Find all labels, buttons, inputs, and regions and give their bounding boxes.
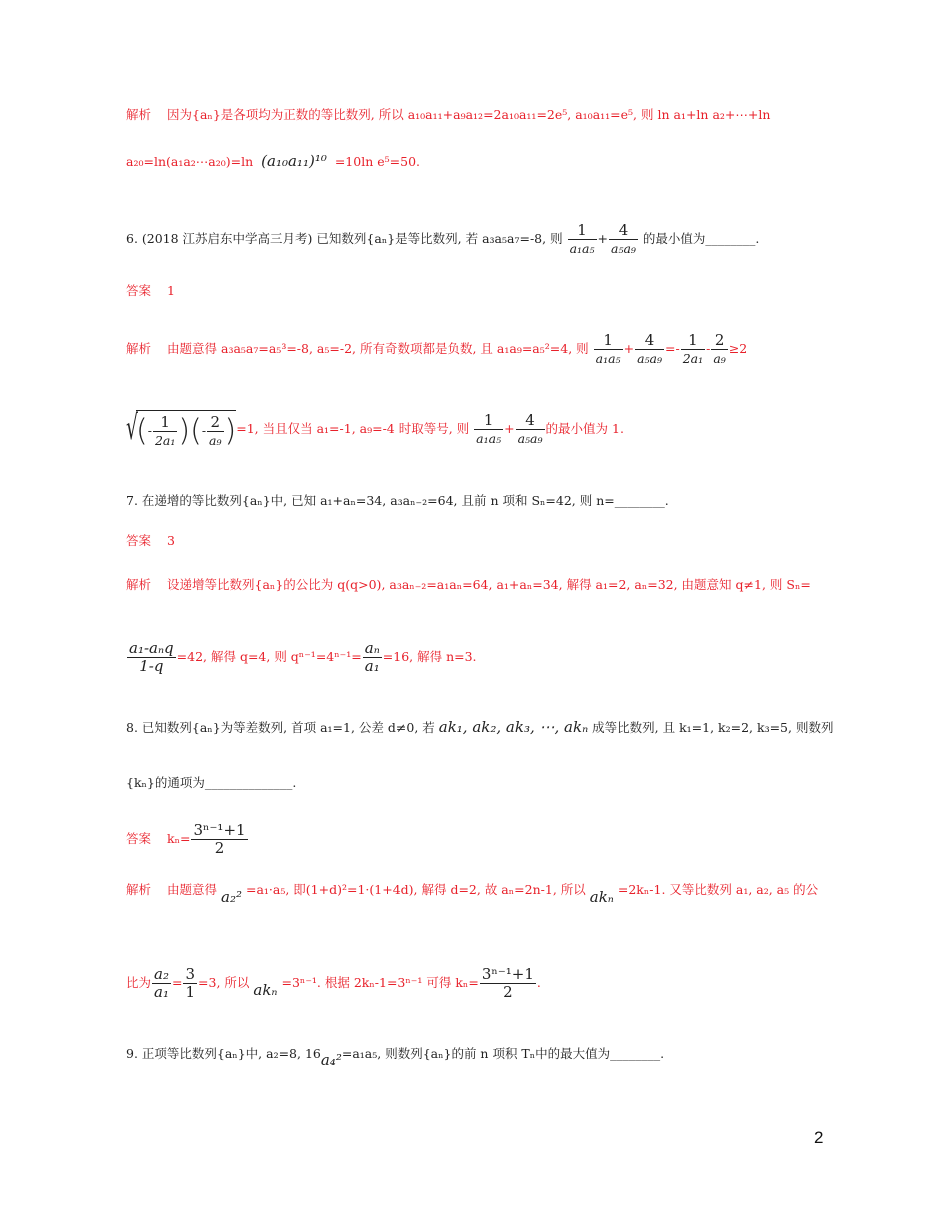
- q8-text: 8. 已知数列{aₙ}为等差数列, 首项 a₁=1, 公差 d≠0, 若: [126, 720, 435, 735]
- q8-ak-term-2: akₙ: [253, 981, 278, 999]
- q6-sol-fraction-6: $\frac{4}{\text{a₅a₉}}$: [517, 411, 543, 446]
- solution-label: 解析: [126, 341, 152, 356]
- q5-solution-text: 因为{aₙ}是各项均为正数的等比数列, 所以 a₁₀a₁₁+a₉a₁₂=2a₁₀a₁₁=2e⁵, a₁₀a₁₁=e⁵, 则 ln a₁+ln a₂+⋯+ln: [167, 107, 771, 122]
- q9-text2: =a₁a₅, 则数列{aₙ}的前 n 项积 Tₙ中的最大值为________.: [341, 1046, 665, 1061]
- q5-solution-line1: [126, 106, 770, 124]
- q6-sol-fraction-3: $\frac{1}{\text{2a₁}}$: [682, 331, 704, 366]
- q7-solution-line2: [126, 640, 477, 675]
- q8-solution-text2: =a₁·a₅, 即(1+d)²=1·(1+4d), 解得 d=2, 故 aₙ=2n-1, 所以: [245, 882, 586, 897]
- q6-blank-text: 的最小值为________.: [642, 231, 760, 246]
- q6-sol-fraction-4: $\frac{2}{\text{a₉}}$: [713, 331, 726, 366]
- q8-solution-text5: =3, 所以: [198, 975, 250, 990]
- q8-text2: 成等比数列, 且 k₁=1, k₂=2, k₃=5, 则数列: [592, 720, 834, 735]
- q9-text: 9. 正项等比数列{aₙ}中, a₂=8, 16: [126, 1046, 321, 1061]
- q7-solution-end: =16, 解得 n=3.: [382, 649, 477, 664]
- q8-ratio-fraction-2: $\frac{3}{1}$: [185, 965, 196, 1001]
- answer-label: 答案: [126, 283, 152, 298]
- solution-label: 解析: [126, 107, 152, 122]
- q6-solution-text: 由题意得 a₃a₅a₇=a₅³=-8, a₅=-2, 所有奇数项都是负数, 且 a₁a₉=a₅²=4, 则: [167, 341, 589, 356]
- q7-solution-line1: [126, 576, 811, 594]
- q8-ratio-fraction-1: $\frac{\text{a₂}}{\text{a₁}}$: [154, 965, 169, 1001]
- q6-sol-fraction-5: $\frac{1}{\text{a₁a₅}}$: [476, 411, 502, 446]
- answer-value: 1: [167, 283, 175, 298]
- q8-solution-line1: [126, 880, 819, 906]
- q9-question: [126, 1044, 665, 1069]
- q6-text: 6. (2018 江苏启东中学高三月考) 已知数列{aₙ}是等比数列, 若 a₃a₅a₇=-8, 则: [126, 231, 563, 246]
- q8-solution-text4: 比为: [126, 975, 152, 990]
- q7-sum-fraction: $\frac{\text{a₁-aₙq}}{1-q}$: [129, 639, 174, 675]
- q7-ratio-fraction: $\frac{\text{aₙ}}{\text{a₁}}$: [364, 639, 380, 675]
- q8-answer-fraction: $\frac{\text{3ⁿ⁻¹+1}}{2}$: [193, 821, 246, 857]
- q8-solution-text3: =2kₙ-1. 又等比数列 a₁, a₂, a₅ 的公: [617, 882, 819, 897]
- q6-solution-line1: 解析 由题意得 a₃a₅a₇=a₅³=-8, a₅=-2, 所有奇数项都是负数, 且 a₁a₉=a₅²=4, 则 $\frac{1}{\text{a₁a₅}}$ + $\frac{4}{\text{a₅a₉}}$ =- $\frac{1}{\text{2a₁}}$ - $\frac{2}{\text{a₉}}$ ≥2: [126, 331, 748, 366]
- page-number: 2: [814, 1128, 824, 1147]
- q6-sqrt-expression: √ (- $\frac{1}{\text{2a₁}}$ )(- $\frac{2}{\text{a₉}}$ ): [126, 408, 237, 449]
- q5-solution-text3: =10ln e⁵=50.: [334, 154, 420, 169]
- q8-question-line2: [126, 774, 296, 792]
- q8-ak-term: akₙ: [589, 888, 614, 906]
- q8-text3: {kₙ}的通项为______________.: [126, 775, 297, 790]
- q8-question-line1: [126, 718, 833, 737]
- answer-lhs: kₙ=: [167, 831, 191, 846]
- q7-text: 7. 在递增的等比数列{aₙ}中, 已知 a₁+aₙ=34, a₃aₙ₋₂=64, 且前 n 项和 Sₙ=42, 则 n=________.: [126, 493, 669, 508]
- q6-question: 6. (2018 江苏启东中学高三月考) 已知数列{aₙ}是等比数列, 若 a₃a₅a₇=-8, 则 $\frac{1}{\text{a₁a₅}}$ + $\frac{4}{\text{a₅a₉}}$ 的最小值为________.: [126, 221, 760, 256]
- q7-solution-text2: =42, 解得 q=4, 则 qⁿ⁻¹=4ⁿ⁻¹=: [176, 649, 362, 664]
- q8-result-fraction: $\frac{\text{3ⁿ⁻¹+1}}{2}$: [481, 965, 534, 1001]
- q6-solution-line2: √ (- $\frac{1}{\text{2a₁}}$ )(- $\frac{2}{\text{a₉}}$ )=1, 当且仅当 a₁=-1, a₉=-4 时取等号, 则 $\frac{1}{\text{a₁a₅}}$ + $\frac{4}{\text{a₅a₉}}$ 的最小值为 1.: [126, 408, 624, 449]
- q8-solution-text6: =3ⁿ⁻¹. 根据 2kₙ-1=3ⁿ⁻¹ 可得 kₙ=: [281, 975, 479, 990]
- q8-answer: [126, 822, 249, 857]
- q5-solution-line2: [126, 152, 420, 171]
- q8-a2-squared: a₂²: [221, 888, 242, 906]
- answer-value: 3: [167, 533, 175, 548]
- q6-fraction-2: $\frac{4}{\text{a₅a₉}}$: [611, 221, 636, 256]
- q6-answer: [126, 282, 175, 300]
- q5-power-expression: (a₁₀a₁₁)¹⁰: [261, 152, 327, 170]
- q6-sol-fraction-2: $\frac{4}{\text{a₅a₉}}$: [637, 331, 662, 366]
- q8-subsequence: ak₁, ak₂, ak₃, ⋯, akₙ: [438, 718, 589, 736]
- q6-sol-fraction-1: $\frac{1}{\text{a₁a₅}}$: [595, 331, 621, 366]
- q9-a4-squared: a₄²: [320, 1051, 342, 1069]
- solution-label: 解析: [126, 882, 152, 897]
- solution-label: 解析: [126, 577, 152, 592]
- q7-answer: [126, 532, 175, 550]
- answer-label: 答案: [126, 831, 152, 846]
- q7-question: [126, 492, 669, 510]
- q5-solution-text2: a₂₀=ln(a₁a₂⋯a₂₀)=ln: [126, 154, 254, 169]
- q7-solution-text: 设递增等比数列{aₙ}的公比为 q(q>0), a₃aₙ₋₂=a₁aₙ=64, a₁+aₙ=34, 解得 a₁=2, aₙ=32, 由题意知 q≠1, 则 Sₙ=: [167, 577, 811, 592]
- q6-fraction-1: $\frac{1}{\text{a₁a₅}}$: [569, 221, 595, 256]
- answer-label: 答案: [126, 533, 152, 548]
- q6-solution-text2: =1, 当且仅当 a₁=-1, a₉=-4 时取等号, 则: [236, 421, 470, 436]
- q6-solution-end: 的最小值为 1.: [545, 421, 624, 436]
- q8-solution-text: 由题意得: [167, 882, 218, 897]
- q8-solution-line2: 比为 $\frac{\text{a₂}}{\text{a₁}}$ = $\frac{3}{1}$ =3, 所以 akₙ =3ⁿ⁻¹. 根据 2kₙ-1=3ⁿ⁻¹ 可得 kₙ= $\frac{\text{3ⁿ⁻¹+1}}{2}$ .: [126, 965, 541, 1001]
